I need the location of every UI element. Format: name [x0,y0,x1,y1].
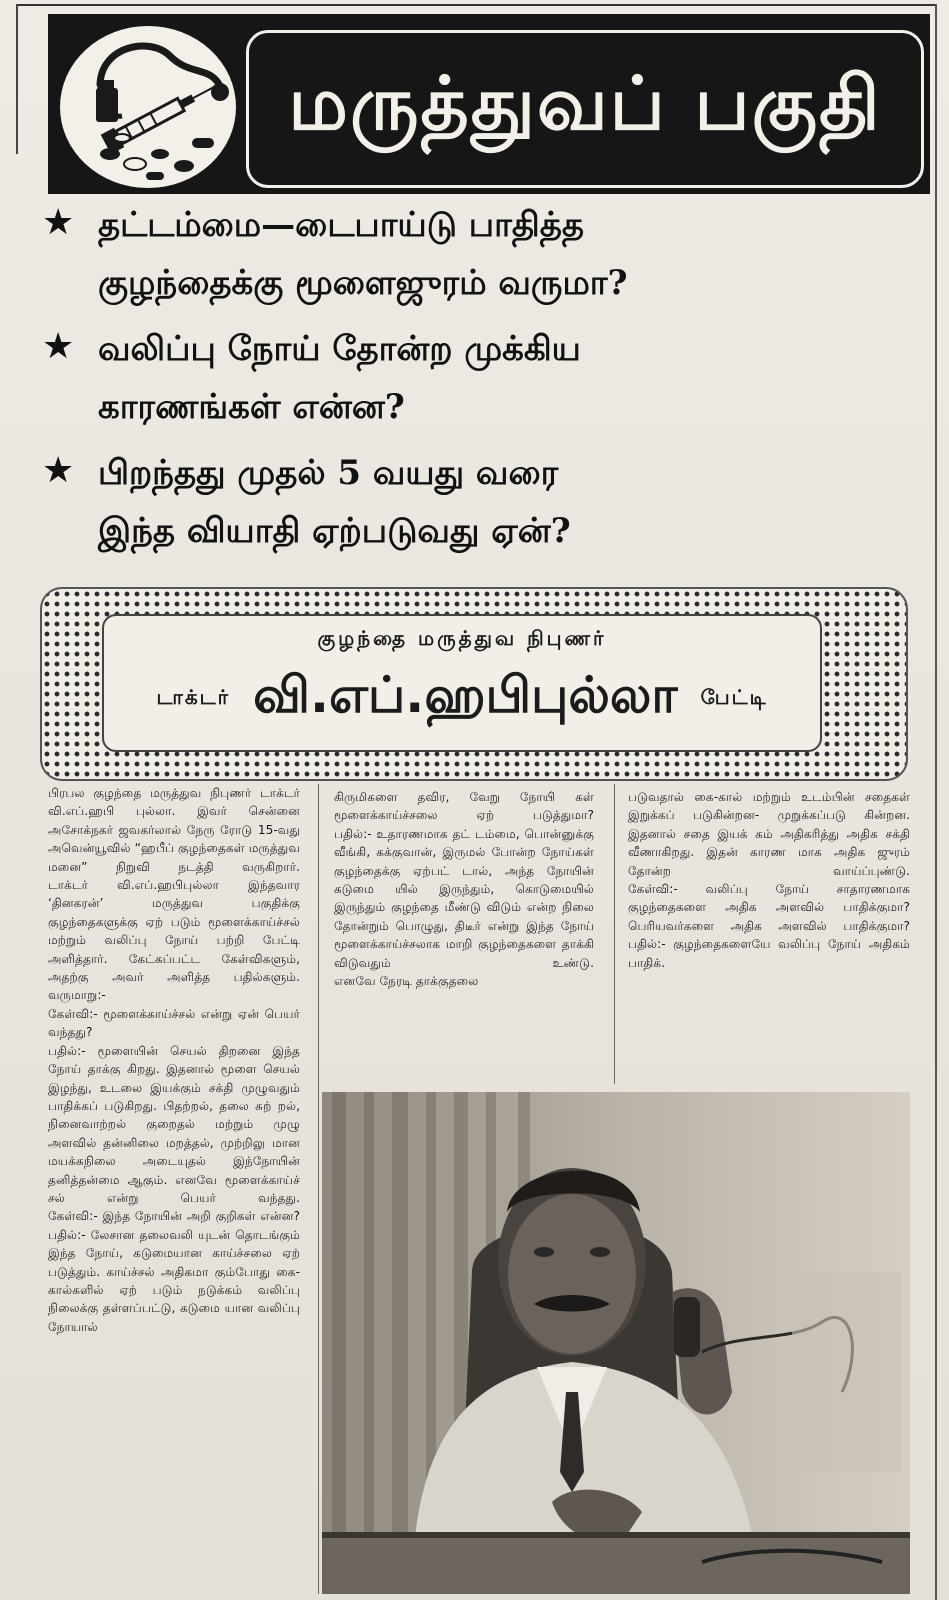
headline-line: வலிப்பு நோய் தோன்ற முக்கிய [98,329,581,369]
headline-line: தட்டம்மை—டைபாய்டு பாதித்த [98,205,585,245]
star-icon: ★ [42,450,75,491]
paragraph: கிருமிகளை தவிர, வேறு நோயி கள் மூளைக்காய்ச்சலை ஏற் படுத்துமா? [334,790,594,823]
section-title: மருத்துவப் பகுதி [288,61,882,147]
byline-prefix: டாக்டர் [156,685,231,709]
byline-box [102,614,822,752]
article-column-1 [48,784,300,1336]
left-rule [16,4,18,154]
article-column-2 [334,788,594,990]
paragraph: பதில்:- மூளையின் செயல் திறனை இந்த நோய் தாக்கு கிறது. இதனால் மூளை செயல் இழந்து, உடலை இயக்கும் சக்தி முழுவதும் பாதிக்கப் படுகிறது. பிதற்றல், தலை சுற் றல், நினைவாற்றல் குறைதல் மற்றும் முழு அளவில் தன்னிலை மறத்தல், முற்றிலு மான மயக்கநிலை அடையுதல் இந்நோயின் தனித்தன்மை ஆகும். எனவே மூளைக்காய்ச் சல் என்று பெயர் வந்தது. [48,1043,300,1205]
byline-subtitle: குழந்தை மருத்துவ நிபுணர் [317,626,607,650]
headline-line: காரணங்கள் என்ன? [98,387,405,427]
medical-instruments-icon [60,26,236,188]
article-column-3 [628,788,910,972]
byline-suffix: பேட்டி [700,685,768,709]
paragraph: கேள்வி:- மூளைக்காய்ச்சல் என்று ஏன் பெயர் வந்தது? [48,1006,300,1040]
headline-1 [42,196,922,312]
paragraph: பதில்:- குழந்தைகளையே வலிப்பு நோய் அதிகம் பாதிக். [628,937,910,970]
star-icon: ★ [42,326,75,367]
paragraph: பிரபல குழந்தை மருத்துவ நிபுணர் டாக்டர் வி.எப்.ஹபி புல்லா. இவர் சென்னை அசோக்நகர் ஜவகர்லால் நேரு ரோடு 15-வது அவென்யூவில் “ஹபீப் குழந்தைகள் மருத்துவ மனை” நிறுவி நடத்தி வருகிறார். [48,786,300,874]
paragraph: எனவே நேரடி தாக்குதலை [334,974,479,989]
paragraph: பதில்:- லேசான தலைவலி யுடன் தொடங்கும் இந்த நோய், கடுமையான காய்ச்சலை ஏற் படுத்தும். காய்ச்சல் அதிகமா கும்போது கை-கால்களில் ஏற் படும் நடுக்கம் வலிப்பு நிலைக்கு தள்ளப்பட்டு, கடுமை யான வலிப்பு நோயால் [48,1227,300,1334]
star-icon: ★ [42,202,75,243]
column-rule [614,784,615,1084]
doctor-photo [322,1092,910,1594]
byline-name: வி.எப்.ஹபிபுல்லா [253,666,678,724]
paragraph: கேள்வி:- இந்த நோயின் அறி குறிகள் என்ன? [48,1209,300,1224]
paragraph: பதில்:- உதாரணமாக தட் டம்மை, பொன்னுக்கு வீங்கி, கக்குவான், இருமல் போன்ற நோய்கள் குழந்தைக்கு ஏற்பட் டால், அந்த நோயின் கடுமை யில் இருந்தும், கொடுமையில் இருந்தும் குழந்தை மீண்டு விடும் என்ற நிலை தோன்றும் பொழுது, திடீர் என்று இந்த நோய் மூளைக்காய்ச்சலாக மாறி குழந்தைகளை தாக்கி விடுவதும் உண்டு. [334,826,594,970]
headlines [42,196,922,568]
headline-line: பிறந்தது முதல் 5 வயது வரை [98,453,559,493]
column-rule [318,784,319,1594]
headline-3 [42,444,922,560]
section-title-box [246,30,924,188]
headline-line: குழந்தைக்கு மூளைஜுரம் வருமா? [98,263,628,303]
headline-2 [42,320,922,436]
paragraph: டாக்டர் வி.எப்.ஹபிபுல்லா இந்தவார ‘தினகரன்’ மருத்துவ பகுதிக்கு குழந்தைகளுக்கு ஏற் படும் மூளைக்காய்ச்சல் மற்றும் வலிப்பு நோய் பற்றி பேட்டி அளித்தார். கேட்கப்பட்ட கேள்விகளும், அதற்கு அவர் அளித்த பதில்களும். வருமாறு:- [48,878,300,1003]
paragraph: படுவதால் கை-கால் மற்றும் உடம்பின் சதைகள் இறுக்கப் படுகின்றன- முறுக்கப்படு கின்றன. இதனால் சதை இயக் கம் அதிகரித்து அதிக சக்தி வீணாகிறது. இதன் காரண மாக அதிக ஜுரம் தோன்ற வாய்ப்புண்டு. [628,790,910,878]
paragraph: கேள்வி:- வலிப்பு நோய் சாதாரணமாக குழந்தைகளை அதிக அளவில் பாதிக்குமா? பெரியவர்களை அதிக அளவில் பாதிக்குமா? [628,882,910,933]
headline-line: இந்த வியாதி ஏற்படுவது ஏன்? [98,511,571,551]
top-rule [16,4,935,6]
byline-main [104,666,820,731]
right-rule [935,4,937,1600]
